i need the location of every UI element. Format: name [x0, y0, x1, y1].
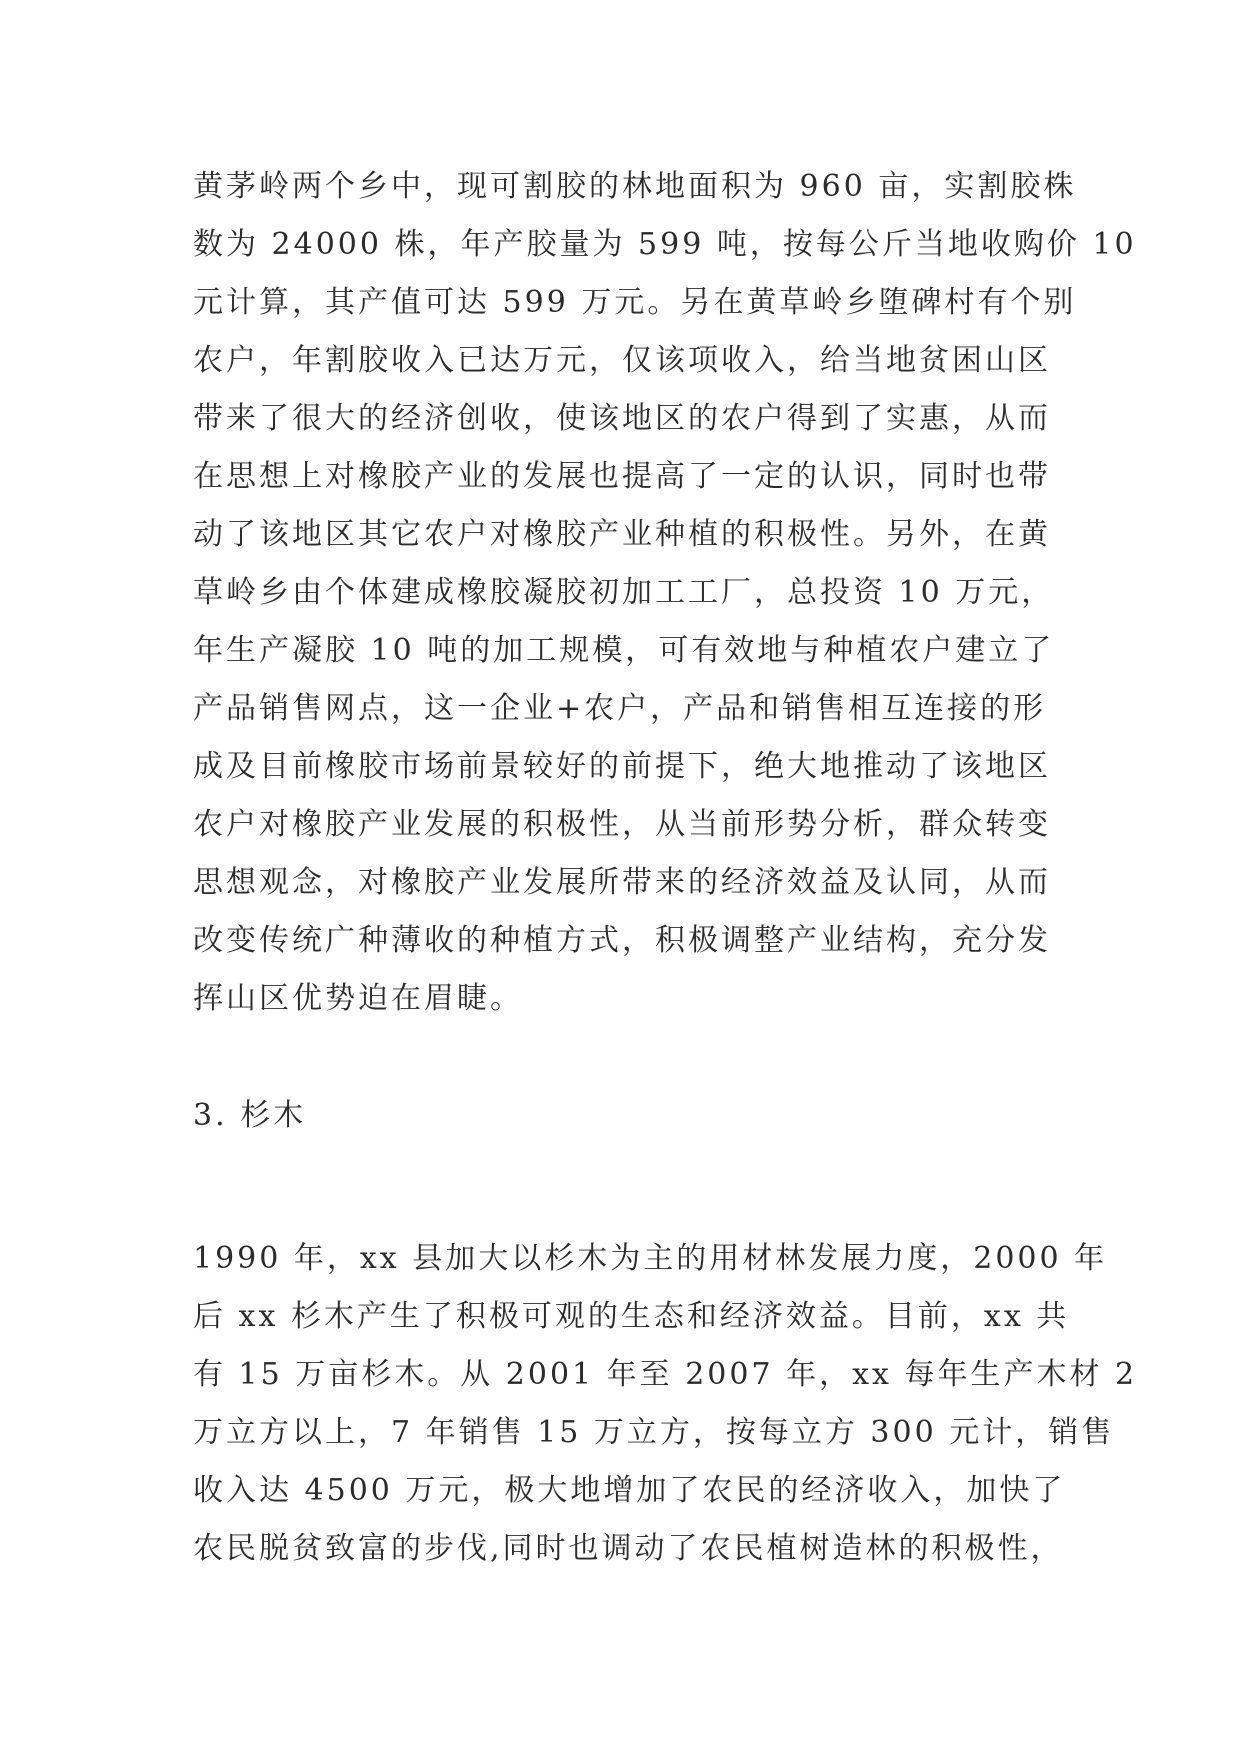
fir-paragraph — [193, 1230, 1138, 1578]
paragraph-line: 农户，年割胶收入已达万元，仅该项收入，给当地贫困山区 — [193, 343, 1051, 378]
section-heading-fir — [193, 1087, 1048, 1145]
paragraph-line: 产品销售网点，这一企业+农户，产品和销售相互连接的形 — [193, 691, 1047, 726]
paragraph-line: 有 15 万亩杉木。从 2001 年至 2007 年，xx 每年生产木材 2 — [193, 1357, 1138, 1392]
paragraph-line: 收入达 4500 万元，极大地增加了农民的经济收入，加快了 — [193, 1473, 1066, 1508]
paragraph-line: 农户对橡胶产业发展的积极性，从当前形势分析，群众转变 — [193, 807, 1051, 842]
paragraph-line: 年生产凝胶 10 吨的加工规模，可有效地与种植农户建立了 — [193, 633, 1055, 668]
paragraph-line: 农民脱贫致富的步伐,同时也调动了农民植树造林的积极性， — [193, 1531, 1064, 1566]
rubber-industry-paragraph — [193, 158, 1137, 1028]
section-heading-text: 3. 杉木 — [193, 1098, 307, 1133]
paragraph-line: 后 xx 杉木产生了积极可观的生态和经济效益。目前，xx 共 — [193, 1299, 1070, 1334]
paragraph-line: 改变传统广种薄收的种植方式，积极调整产业结构，充分发 — [193, 923, 1051, 958]
paragraph-line: 1990 年，xx 县加大以杉木为主的用材林发展力度，2000 年 — [193, 1241, 1108, 1276]
paragraph-line: 在思想上对橡胶产业的发展也提高了一定的认识，同时也带 — [193, 459, 1051, 494]
paragraph-line: 动了该地区其它农户对橡胶产业种植的积极性。另外，在黄 — [193, 517, 1051, 552]
paragraph-line: 万立方以上，7 年销售 15 万立方，按每立方 300 元计，销售 — [193, 1415, 1115, 1450]
paragraph-line: 元计算，其产值可达 599 万元。另在黄草岭乡堕碑村有个别 — [193, 285, 1077, 320]
paragraph-line: 草岭乡由个体建成橡胶凝胶初加工工厂，总投资 10 万元， — [193, 575, 1055, 610]
paragraph-line: 思想观念，对橡胶产业发展所带来的经济效益及认同，从而 — [193, 865, 1051, 900]
paragraph-line: 黄茅岭两个乡中，现可割胶的林地面积为 960 亩，实割胶株 — [193, 169, 1077, 204]
paragraph-line: 成及目前橡胶市场前景较好的前提下，绝大地推动了该地区 — [193, 749, 1051, 784]
paragraph-line: 带来了很大的经济创收，使该地区的农户得到了实惠，从而 — [193, 401, 1051, 436]
paragraph-line: 挥山区优势迫在眉睫。 — [193, 981, 523, 1016]
paragraph-line: 数为 24000 株，年产胶量为 599 吨，按每公斤当地收购价 10 — [193, 227, 1137, 262]
